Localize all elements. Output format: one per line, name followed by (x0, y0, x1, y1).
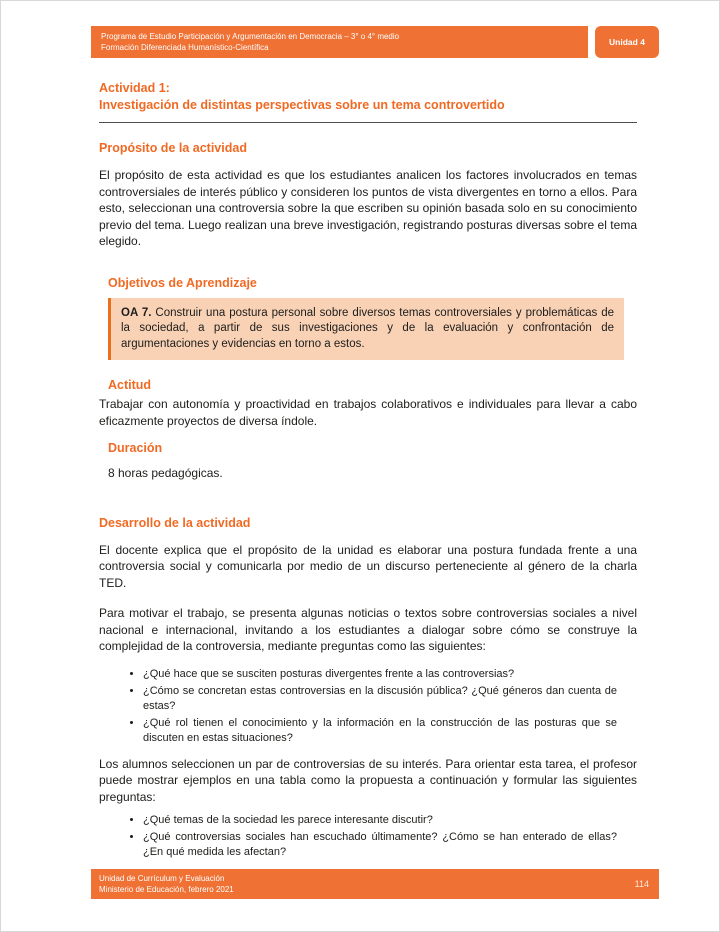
list-item: • ¿Cómo se concretan estas controversias en la discusión pública? ¿Qué géneros dan cuenta de estas? (143, 684, 617, 714)
page-footer (91, 869, 659, 899)
paragraph-desarrollo-2: Para motivar el trabajo, se presenta algunas noticias o textos sobre controversias sociales a nivel nacional e internacional, invitando a los estudiantes a dialogar sobre cómo se construye la complejidad de la controversia, mediante preguntas como las siguientes: (99, 606, 637, 653)
oa-label: OA 7. (121, 306, 152, 319)
footer-institution (99, 873, 234, 895)
paragraph-desarrollo-1: El docente explica que el propósito de la unidad es elaborar una postura fundada frente a una controversia social y comunicarla por medio de un discurso perteneciente al género de la charla TED. (99, 542, 637, 590)
activity-title (99, 80, 637, 114)
header-banner (91, 26, 588, 58)
heading-duracion: Duración (108, 441, 163, 455)
paragraph-proposito: El propósito de esta actividad es que los estudiantes analicen los factores involucrados en temas controversiales de interés público y consideren los puntos de vista divergentes en torno a ellos. Para esto, seleccionan una controversia sobre la que escriben su opinión basada solo en su conocimiento previo del tema. Luego realizan una breve investigación, registrando posturas diversas sobre el tema elegido. (99, 168, 637, 248)
activity-title-line2: Investigación de distintas perspectivas sobre un tema controvertido (99, 98, 505, 112)
oa-box (108, 298, 624, 361)
heading-objetivos: Objetivos de Aprendizaje (108, 275, 257, 290)
header-program-line2: Formación Diferenciada Humanístico-Científica (101, 43, 269, 52)
unit-badge: Unidad 4 (595, 26, 659, 58)
page-header (91, 26, 659, 58)
title-divider (99, 122, 637, 123)
heading-actitud: Actitud (108, 378, 152, 392)
heading-proposito: Propósito de la actividad (99, 141, 247, 155)
paragraph-actitud: Trabajar con autonomía y proactividad en trabajos colaborativos e individuales para llevar a cabo eficazmente proyectos de diversa índole. (99, 397, 637, 428)
page-number: 114 (634, 879, 649, 889)
page-content (99, 58, 637, 862)
header-program-line1: Programa de Estudio Participación y Argumentación en Democracia – 3° o 4° medio (101, 32, 400, 41)
list-item: • ¿Qué rol tienen el conocimiento y la información en la construcción de las posturas que se discuten en estas situaciones? (143, 716, 617, 746)
footer-line1: Unidad de Currículum y Evaluación (99, 874, 225, 883)
list-item: • ¿Qué hace que se susciten posturas divergentes frente a las controversias? (143, 667, 617, 682)
heading-desarrollo: Desarrollo de la actividad (99, 515, 251, 530)
paragraph-duracion: 8 horas pedagógicas. (108, 466, 223, 480)
activity-title-line1: Actividad 1: (99, 81, 170, 95)
oa-text: Construir una postura personal sobre diversos temas controversiales y problemáticas de la sociedad, a partir de sus investigaciones y de la evaluación y confrontación de argumentaciones y evidencias en torno a estos. (121, 306, 614, 350)
list-item: • ¿Qué controversias sociales han escuchado últimamente? ¿Cómo se han enterado de ellas? ¿En qué medida les afectan? (143, 830, 617, 860)
footer-line2: Ministerio de Educación, febrero 2021 (99, 885, 234, 894)
question-list-2 (143, 813, 617, 860)
question-list-1 (143, 667, 617, 746)
list-item: • ¿Qué temas de la sociedad les parece interesante discutir? (143, 813, 617, 828)
paragraph-desarrollo-3: Los alumnos seleccionen un par de controversias de su interés. Para orientar esta tarea, el profesor puede mostrar ejemplos en una tabla como la propuesta a continuación y formular las siguientes preguntas: (99, 756, 637, 804)
